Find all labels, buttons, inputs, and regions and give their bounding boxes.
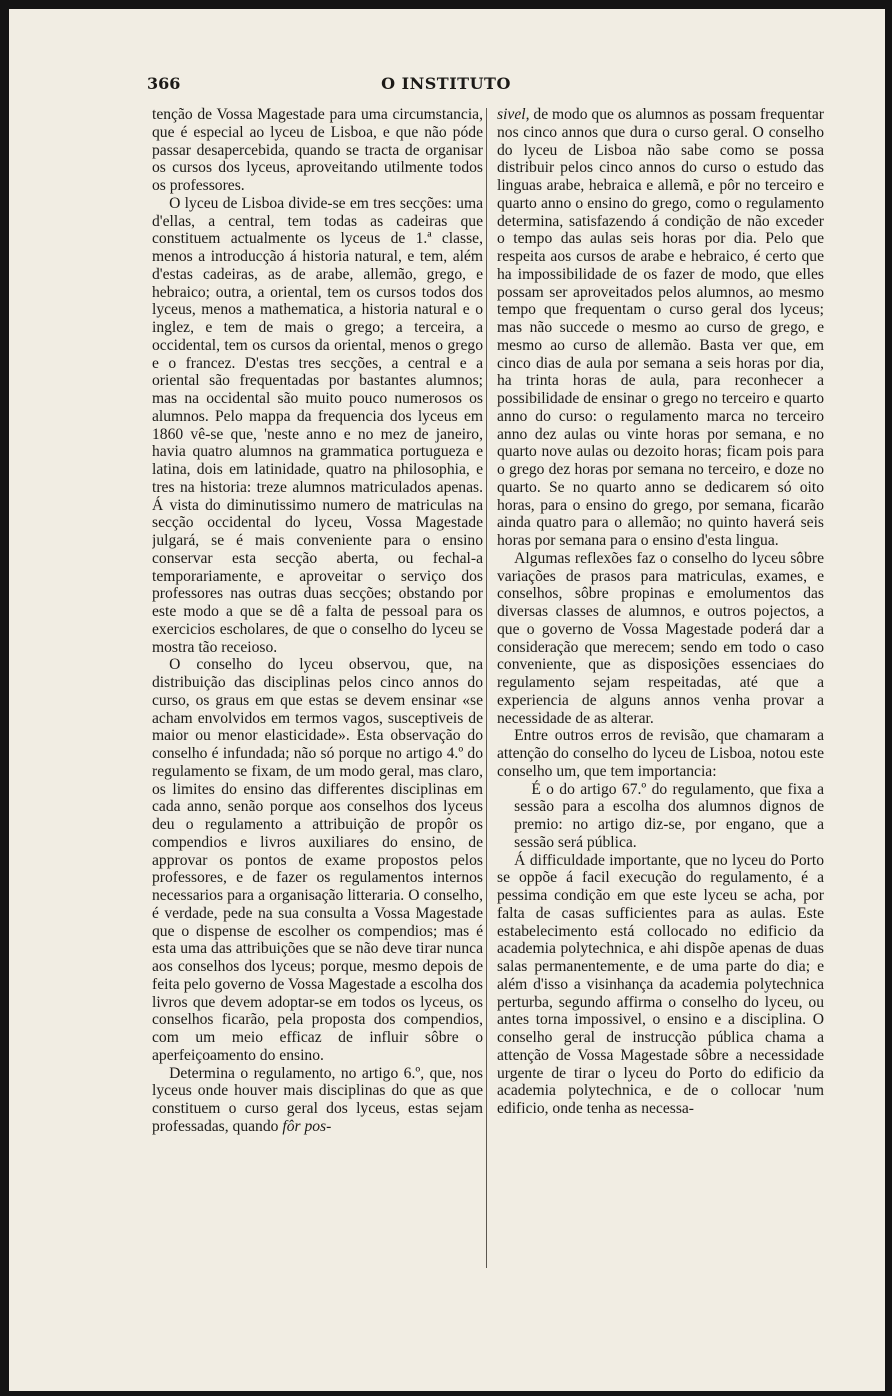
- paragraph: [152, 1065, 483, 1136]
- right-column: [497, 106, 824, 1266]
- page-number: 366: [147, 74, 181, 93]
- column-divider: [486, 108, 487, 1268]
- scan-border-bottom: [0, 1391, 892, 1396]
- paragraph: O conselho do lyceu observou, que, na distribuição das disciplinas pelos cinco annos do curso, os graus em que estas se devem ensinar «se acham envolvidos em termos vagos, susceptiveis de maior ou menor elasticidade». Esta observação do conselho é infundada; não só porque no artigo 4.º do regulamento se fixam, de um modo geral, mas claro, os limites do ensino das differentes disciplinas em cada anno, senão porque aos conselhos dos lyceus deu o regulamento a attribuição de propôr os compendios e livros auxiliares do ensino, de approvar os pontos de exame propostos pelos professores, e de fazer os regulamentos internos necessarios para a organisação litteraria. O conselho, é verdade, pede na sua consulta a Vossa Magestade que o dispense de escolher os compendios; mas é esta uma das attribuições que se não deve tirar nunca aos conselhos dos lyceus; porque, mesmo depois de feita pelo governo de Vossa Magestade a escolha dos livros que devem adoptar-se em todos os lyceus, os conselhos ficarão, pela proposta dos compendios, com um meio efficaz de influir sôbre o aperfeiçoamento do ensino.: [152, 656, 483, 1064]
- scan-border-top: [0, 0, 892, 9]
- left-column: [152, 106, 483, 1266]
- paragraph-text: de modo que os alumnos as possam frequentar nos cinco annos que dura o curso geral. O conselho do lyceu de Lisboa não sabe como se possa distribuir pelos cinco annos do curso o estudo das linguas arabe, hebraica e allemã, e pôr no terceiro e quarto anno o ensino do grego, como o regulamento determina, satisfazendo á condição de não exceder o tempo das aulas seis horas por dia. Pelo que respeita aos cursos de arabe e hebraico, é certo que ha impossibilidade de os fazer de modo, que elles possam ser aproveitados pelos alumnos, ao mesmo tempo que frequentam o curso geral dos lyceus; mas não succede o mesmo ao curso de grego, e mesmo ao curso de allemão. Basta ver que, em cinco dias de aula por semana a seis horas por dia, ha trinta horas de aula, para reconhecer a possibilidade de ensinar o grego no terceiro e quarto anno do curso: o regulamento marca no terceiro anno dez aulas ou vinte horas por semana, e no quarto nove aulas ou dezoito horas; ficam pois para o grego dez horas por semana no terceiro, e doze no quarto. Se no quarto anno se dedicarem só oito horas, para o ensino do grego, por semana, ficarão ainda quatro para o allemão; no quinto haverá seis horas por semana para o ensino d'esta lingua.: [497, 106, 824, 549]
- italic-text: sivel,: [497, 106, 530, 123]
- paragraph: Á difficuldade importante, que no lyceu do Porto se oppõe á facil execução do regulamento, é a pessima condição em que este lyceu se acha, por falta de casas sufficientes para as aulas. Este estabelecimento está collocado no edificio da academia polytechnica, e ahi dispõe apenas de duas salas permanentemente, e de uma parte do dia; e além d'isso a visinhança da academia polytechnica perturba, segundo affirma o conselho do lyceu, ou antes torna impossivel, o ensino e a disciplina. O conselho geral de instrucção pública chama a attenção de Vossa Magestade sôbre a necessidade urgente de tirar o lyceu do Porto do edificio da academia polytechnica, e de o collocar 'num edificio, onde tenha as necessa-: [497, 851, 824, 1117]
- scan-border-right: [885, 0, 892, 1396]
- quoted-paragraph: É o do artigo 67.º do regulamento, que fixa a sessão para a escolha dos alumnos dignos de premio: no artigo diz-se, por engano, que a sessão será pública.: [514, 780, 824, 851]
- paragraph-text: Determina o regulamento, no artigo 6.º, que, nos lyceus onde houver mais disciplinas do que as que constituem o curso geral dos lyceus, estas sejam professadas, quando: [152, 1064, 483, 1135]
- paragraph: O lyceu de Lisboa divide-se em tres secções: uma d'ellas, a central, tem todas as cadeiras que constituem actualmente os lyceus de 1.ª classe, menos a introducção á historia natural, e tem, além d'estas cadeiras, as de arabe, allemão, grego, e hebraico; outra, a oriental, tem os cursos todos dos lyceus, menos a mathematica, a historia natural e o inglez, e tem de mais o grego; a terceira, a occidental, tem os cursos da oriental, menos o grego e o francez. D'estas tres secções, a central e a oriental são frequentadas por bastantes alumnos; mas na occidental são muito pouco numerosos os alumnos. Pelo mappa da frequencia dos lyceus em 1860 vê-se que, 'neste anno e no mez de janeiro, havia quatro alumnos na grammatica portugueza e latina, dois em latinidade, quatro na philosophia, e tres na historia: treze alumnos matriculados apenas. Á vista do diminutissimo numero de matriculas na secção occidental do lyceu, Vossa Magestade julgará, se é mais conveniente para o ensino conservar esta secção aberta, ou fechal-a temporariamente, e aproveitar o serviço dos professores nas outras duas secções; obstando por este modo a que se dê a falta de pessoal para os exercicios escholares, de que o conselho do lyceu se mostra tão receioso.: [152, 194, 483, 656]
- italic-text: fôr pos-: [282, 1117, 332, 1135]
- scan-border-left: [0, 0, 9, 1396]
- paragraph: Algumas reflexões faz o conselho do lyceu sôbre variações de prasos para matriculas, exames, e conselhos, sôbre propinas e emolumentos das diversas classes de alumnos, e outros pojectos, a que o governo de Vossa Magestade poderá dar a consideração que merecem; sendo em todo o caso conveniente, que as disposições essenciaes do regulamento sejam respeitadas, até que a experiencia de alguns annos venha provar a necessidade de as alterar.: [497, 549, 824, 727]
- paragraph: tenção de Vossa Magestade para uma circumstancia, que é especial ao lyceu de Lisboa, e que não póde passar desapercebida, quando se tracta de organisar os cursos dos lyceus, aproveitando utilmente todos os professores.: [152, 106, 483, 194]
- paragraph: [497, 106, 824, 550]
- running-title: O INSTITUTO: [381, 74, 511, 93]
- paragraph: Entre outros erros de revisão, que chamaram a attenção do conselho do lyceu de Lisboa, notou este conselho um, que tem importancia:: [497, 727, 824, 780]
